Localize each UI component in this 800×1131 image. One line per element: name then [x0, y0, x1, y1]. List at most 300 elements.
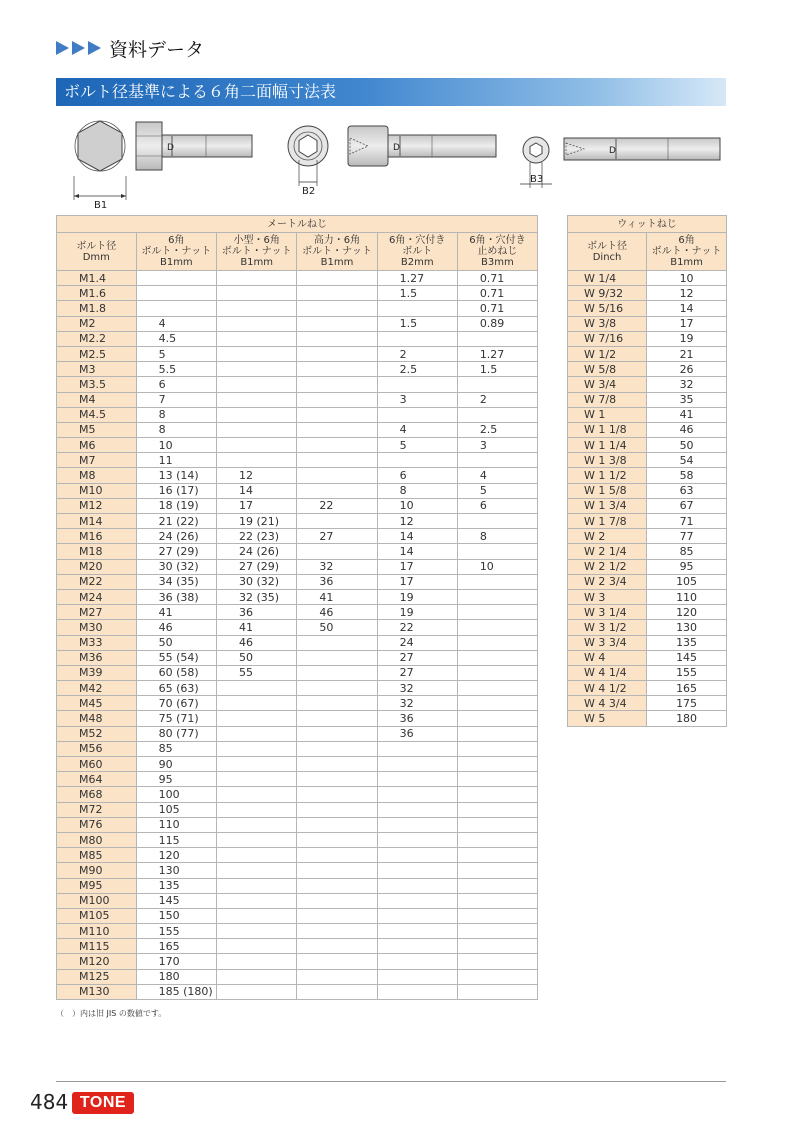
value-cell: 6 — [136, 377, 216, 392]
value-cell — [217, 741, 297, 756]
value-cell: 135 — [647, 635, 727, 650]
value-cell: 8 — [377, 483, 457, 498]
value-cell — [217, 757, 297, 772]
value-cell: 54 — [647, 453, 727, 468]
table-row — [568, 271, 727, 286]
value-cell: 21 (22) — [136, 514, 216, 529]
size-cell: M4.5 — [57, 407, 137, 422]
value-cell — [377, 787, 457, 802]
value-cell — [217, 787, 297, 802]
value-cell: 8 — [457, 529, 537, 544]
value-cell: 36 (38) — [136, 589, 216, 604]
table-row — [568, 711, 727, 726]
table-row — [57, 817, 538, 832]
table-row — [57, 331, 538, 346]
value-cell: 55 (54) — [136, 650, 216, 665]
value-cell — [457, 377, 537, 392]
table-row — [57, 514, 538, 529]
metric-header-1 — [136, 233, 216, 271]
value-cell: 36 — [297, 574, 377, 589]
value-cell — [297, 331, 377, 346]
value-cell: 41 — [217, 620, 297, 635]
value-cell — [457, 832, 537, 847]
value-cell: 67 — [647, 498, 727, 513]
value-cell — [297, 286, 377, 301]
value-cell — [377, 954, 457, 969]
table-row — [568, 559, 727, 574]
value-cell — [217, 878, 297, 893]
value-cell: 6 — [457, 498, 537, 513]
size-cell: M76 — [57, 817, 137, 832]
table-row — [57, 908, 538, 923]
value-cell — [217, 331, 297, 346]
value-cell: 4 — [377, 422, 457, 437]
table-row — [57, 893, 538, 908]
value-cell: 2.5 — [377, 362, 457, 377]
value-cell: 5 — [377, 438, 457, 453]
value-cell — [457, 544, 537, 559]
table-row — [57, 286, 538, 301]
size-cell: W 2 1/2 — [568, 559, 647, 574]
value-cell — [217, 362, 297, 377]
table-row — [57, 574, 538, 589]
value-cell: 21 — [647, 346, 727, 361]
value-cell: 8 — [136, 422, 216, 437]
value-cell — [377, 848, 457, 863]
whitworth-header-1 — [647, 233, 727, 271]
size-cell: M115 — [57, 939, 137, 954]
value-cell: 5 — [136, 346, 216, 361]
value-cell: 0.71 — [457, 301, 537, 316]
table-row — [57, 711, 538, 726]
value-cell: 22 — [297, 498, 377, 513]
metric-header-0 — [57, 233, 137, 271]
size-cell: M39 — [57, 665, 137, 680]
table-row — [57, 757, 538, 772]
value-cell: 71 — [647, 514, 727, 529]
size-cell: W 2 1/4 — [568, 544, 647, 559]
value-cell — [297, 787, 377, 802]
value-cell — [297, 696, 377, 711]
size-cell: W 7/16 — [568, 331, 647, 346]
table-title-banner: ボルト径基準による６角二面幅寸法表 — [56, 78, 726, 106]
value-cell: 36 — [377, 726, 457, 741]
value-cell: 26 — [647, 362, 727, 377]
size-cell: M2 — [57, 316, 137, 331]
value-cell — [217, 893, 297, 908]
value-cell — [297, 726, 377, 741]
table-row — [568, 346, 727, 361]
table-row — [57, 878, 538, 893]
value-cell: 11 — [136, 453, 216, 468]
value-cell: 4 — [136, 316, 216, 331]
table-row — [568, 635, 727, 650]
value-cell: 60 (58) — [136, 665, 216, 680]
value-cell: 36 — [377, 711, 457, 726]
value-cell — [377, 984, 457, 999]
table-row — [568, 589, 727, 604]
table-row — [568, 605, 727, 620]
size-cell: M18 — [57, 544, 137, 559]
size-cell: M130 — [57, 984, 137, 999]
table-row — [568, 407, 727, 422]
size-cell: W 1 3/4 — [568, 498, 647, 513]
whitworth-header-0 — [568, 233, 647, 271]
value-cell: 120 — [136, 848, 216, 863]
value-cell: 105 — [136, 802, 216, 817]
metric-header-5 — [457, 233, 537, 271]
table-row — [57, 650, 538, 665]
value-cell: 32 — [377, 696, 457, 711]
size-cell: M60 — [57, 757, 137, 772]
table-row — [57, 681, 538, 696]
value-cell: 41 — [647, 407, 727, 422]
value-cell: 12 — [647, 286, 727, 301]
value-cell: 32 — [297, 559, 377, 574]
value-cell: 16 (17) — [136, 483, 216, 498]
value-cell — [457, 635, 537, 650]
table-row — [57, 665, 538, 680]
socket-head-front-icon — [288, 126, 328, 166]
value-cell: 155 — [136, 924, 216, 939]
value-cell — [457, 741, 537, 756]
value-cell — [457, 802, 537, 817]
value-cell — [217, 316, 297, 331]
value-cell: 130 — [136, 863, 216, 878]
table-row — [568, 696, 727, 711]
value-cell: 70 (67) — [136, 696, 216, 711]
table-row — [57, 316, 538, 331]
value-cell — [457, 589, 537, 604]
table-row — [57, 559, 538, 574]
value-cell: 19 — [647, 331, 727, 346]
value-cell: 7 — [136, 392, 216, 407]
value-cell: 0.71 — [457, 286, 537, 301]
size-cell: M10 — [57, 483, 137, 498]
value-cell — [217, 696, 297, 711]
size-cell: M64 — [57, 772, 137, 787]
value-cell — [136, 301, 216, 316]
table-row — [568, 498, 727, 513]
table-row — [57, 832, 538, 847]
value-cell — [377, 878, 457, 893]
value-cell: 46 — [297, 605, 377, 620]
value-cell — [297, 984, 377, 999]
value-cell — [377, 863, 457, 878]
value-cell — [217, 924, 297, 939]
size-cell: W 3/8 — [568, 316, 647, 331]
size-cell: W 7/8 — [568, 392, 647, 407]
metric-header-line: 小型・6角 — [233, 235, 280, 246]
d-label-2: D — [393, 143, 400, 153]
size-cell: M42 — [57, 681, 137, 696]
value-cell — [297, 954, 377, 969]
value-cell: 175 — [647, 696, 727, 711]
value-cell — [297, 271, 377, 286]
value-cell: 30 (32) — [136, 559, 216, 574]
table-row — [57, 605, 538, 620]
value-cell — [457, 984, 537, 999]
b2-label: B2 — [302, 186, 316, 197]
metric-header-line: ボルト・ナット — [221, 246, 292, 257]
value-cell — [136, 286, 216, 301]
value-cell: 170 — [136, 954, 216, 969]
value-cell: 13 (14) — [136, 468, 216, 483]
value-cell — [457, 574, 537, 589]
value-cell: 90 — [136, 757, 216, 772]
metric-header-line: 止めねじ — [477, 246, 518, 257]
value-cell — [217, 832, 297, 847]
value-cell — [217, 301, 297, 316]
value-cell — [377, 301, 457, 316]
value-cell — [297, 757, 377, 772]
value-cell — [457, 787, 537, 802]
size-cell: M1.6 — [57, 286, 137, 301]
socket-head-side-icon — [348, 126, 496, 166]
value-cell — [217, 377, 297, 392]
value-cell — [377, 377, 457, 392]
value-cell — [217, 711, 297, 726]
value-cell: 4.5 — [136, 331, 216, 346]
value-cell: 12 — [217, 468, 297, 483]
size-cell: W 9/32 — [568, 286, 647, 301]
size-cell: M22 — [57, 574, 137, 589]
table-row — [568, 286, 727, 301]
value-cell — [217, 848, 297, 863]
value-cell — [217, 392, 297, 407]
value-cell — [217, 772, 297, 787]
value-cell: 1.5 — [377, 316, 457, 331]
value-cell — [377, 772, 457, 787]
value-cell — [457, 665, 537, 680]
size-cell: W 4 1/2 — [568, 681, 647, 696]
table-row — [57, 589, 538, 604]
value-cell — [377, 741, 457, 756]
value-cell: 27 — [297, 529, 377, 544]
footnote: （ ）内は旧 JIS の数値です。 — [56, 1009, 167, 1018]
table-row — [568, 316, 727, 331]
d-label-1: D — [167, 143, 174, 153]
table-row — [57, 741, 538, 756]
size-cell: M95 — [57, 878, 137, 893]
table-row — [57, 438, 538, 453]
metric-header-4 — [377, 233, 457, 271]
metric-header-line: 6角・穴付き — [389, 235, 446, 246]
value-cell: 19 — [377, 605, 457, 620]
value-cell — [297, 893, 377, 908]
value-cell: 0.89 — [457, 316, 537, 331]
value-cell: 17 — [377, 559, 457, 574]
table-row — [568, 438, 727, 453]
size-cell: M3 — [57, 362, 137, 377]
value-cell: 180 — [136, 969, 216, 984]
value-cell: 17 — [647, 316, 727, 331]
value-cell — [297, 665, 377, 680]
size-cell: W 1/2 — [568, 346, 647, 361]
value-cell — [297, 863, 377, 878]
size-cell: W 1 — [568, 407, 647, 422]
value-cell: 27 — [377, 665, 457, 680]
value-cell: 155 — [647, 665, 727, 680]
value-cell: 165 — [647, 681, 727, 696]
value-cell: 95 — [136, 772, 216, 787]
value-cell: 1.27 — [457, 346, 537, 361]
value-cell: 46 — [217, 635, 297, 650]
size-cell: W 1 5/8 — [568, 483, 647, 498]
value-cell — [457, 772, 537, 787]
table-row — [57, 392, 538, 407]
size-cell: M90 — [57, 863, 137, 878]
value-cell — [297, 878, 377, 893]
value-cell — [297, 483, 377, 498]
value-cell — [217, 271, 297, 286]
value-cell: 185 (180) — [136, 984, 216, 999]
size-cell: W 1/4 — [568, 271, 647, 286]
size-cell: W 1 1/4 — [568, 438, 647, 453]
value-cell — [457, 817, 537, 832]
size-cell: W 2 3/4 — [568, 574, 647, 589]
value-cell — [457, 620, 537, 635]
value-cell — [457, 696, 537, 711]
size-cell: M5 — [57, 422, 137, 437]
size-cell: M2.5 — [57, 346, 137, 361]
table-row — [57, 529, 538, 544]
value-cell — [457, 711, 537, 726]
whitworth-header-line: ボルト・ナット — [651, 246, 722, 257]
value-cell — [297, 316, 377, 331]
value-cell — [217, 863, 297, 878]
value-cell: 8 — [136, 407, 216, 422]
metric-header-line: B2mm — [400, 257, 434, 268]
size-cell: M1.8 — [57, 301, 137, 316]
value-cell: 46 — [136, 620, 216, 635]
table-row — [568, 514, 727, 529]
metric-header-line: B3mm — [481, 257, 514, 268]
metric-group-title: メートルねじ — [57, 216, 538, 233]
whitworth-header-line: B1mm — [670, 257, 703, 268]
size-cell: M72 — [57, 802, 137, 817]
size-cell: M30 — [57, 620, 137, 635]
value-cell: 27 (29) — [217, 559, 297, 574]
size-cell: M48 — [57, 711, 137, 726]
size-cell: M36 — [57, 650, 137, 665]
value-cell: 150 — [136, 908, 216, 923]
value-cell — [377, 939, 457, 954]
value-cell — [457, 757, 537, 772]
value-cell — [457, 939, 537, 954]
value-cell: 50 — [297, 620, 377, 635]
value-cell: 10 — [647, 271, 727, 286]
size-cell: M1.4 — [57, 271, 137, 286]
value-cell: 2.5 — [457, 422, 537, 437]
size-cell: M85 — [57, 848, 137, 863]
value-cell — [457, 605, 537, 620]
value-cell — [217, 984, 297, 999]
value-cell: 145 — [136, 893, 216, 908]
size-cell: M20 — [57, 559, 137, 574]
table-row — [568, 392, 727, 407]
value-cell — [297, 817, 377, 832]
value-cell: 135 — [136, 878, 216, 893]
size-cell: M52 — [57, 726, 137, 741]
value-cell: 1.27 — [377, 271, 457, 286]
triple-arrow-icon — [56, 41, 101, 55]
value-cell — [297, 407, 377, 422]
value-cell: 24 (26) — [136, 529, 216, 544]
table-row — [57, 802, 538, 817]
value-cell: 110 — [136, 817, 216, 832]
whitworth-header-line: ボルト径 — [587, 240, 628, 252]
value-cell: 30 (32) — [217, 574, 297, 589]
size-cell: M4 — [57, 392, 137, 407]
table-row — [568, 331, 727, 346]
table-row — [57, 271, 538, 286]
value-cell — [217, 802, 297, 817]
metric-header-2 — [217, 233, 297, 271]
value-cell: 180 — [647, 711, 727, 726]
table-row — [57, 468, 538, 483]
table-row — [568, 544, 727, 559]
value-cell: 35 — [647, 392, 727, 407]
value-cell — [297, 924, 377, 939]
value-cell: 75 (71) — [136, 711, 216, 726]
table-row — [57, 984, 538, 999]
value-cell: 63 — [647, 483, 727, 498]
whitworth-thread-table — [567, 215, 727, 727]
table-row — [568, 620, 727, 635]
size-cell: W 3 1/2 — [568, 620, 647, 635]
table-row — [57, 346, 538, 361]
size-cell: W 5/16 — [568, 301, 647, 316]
value-cell: 17 — [217, 498, 297, 513]
value-cell: 1.5 — [377, 286, 457, 301]
value-cell — [457, 650, 537, 665]
value-cell — [297, 301, 377, 316]
table-row — [57, 362, 538, 377]
value-cell — [377, 407, 457, 422]
size-cell: M125 — [57, 969, 137, 984]
value-cell: 24 (26) — [217, 544, 297, 559]
value-cell: 12 — [377, 514, 457, 529]
value-cell: 36 — [217, 605, 297, 620]
metric-header-line: ボルト・ナット — [141, 246, 212, 257]
value-cell: 115 — [136, 832, 216, 847]
value-cell: 14 — [217, 483, 297, 498]
value-cell — [377, 802, 457, 817]
value-cell — [377, 924, 457, 939]
table-row — [57, 377, 538, 392]
metric-header-line: ボルト径 — [76, 240, 117, 252]
section-header — [56, 34, 204, 62]
table-row — [57, 696, 538, 711]
whitworth-header-line: 6角 — [678, 235, 695, 246]
value-cell: 27 — [377, 650, 457, 665]
value-cell: 22 (23) — [217, 529, 297, 544]
value-cell — [136, 271, 216, 286]
value-cell: 105 — [647, 574, 727, 589]
table-row — [57, 848, 538, 863]
table-row — [57, 954, 538, 969]
metric-header-line: Dmm — [82, 251, 110, 263]
value-cell — [217, 954, 297, 969]
value-cell — [217, 969, 297, 984]
size-cell: W 3 — [568, 589, 647, 604]
value-cell: 165 — [136, 939, 216, 954]
value-cell — [217, 908, 297, 923]
table-row — [568, 362, 727, 377]
value-cell: 14 — [377, 529, 457, 544]
value-cell — [297, 741, 377, 756]
